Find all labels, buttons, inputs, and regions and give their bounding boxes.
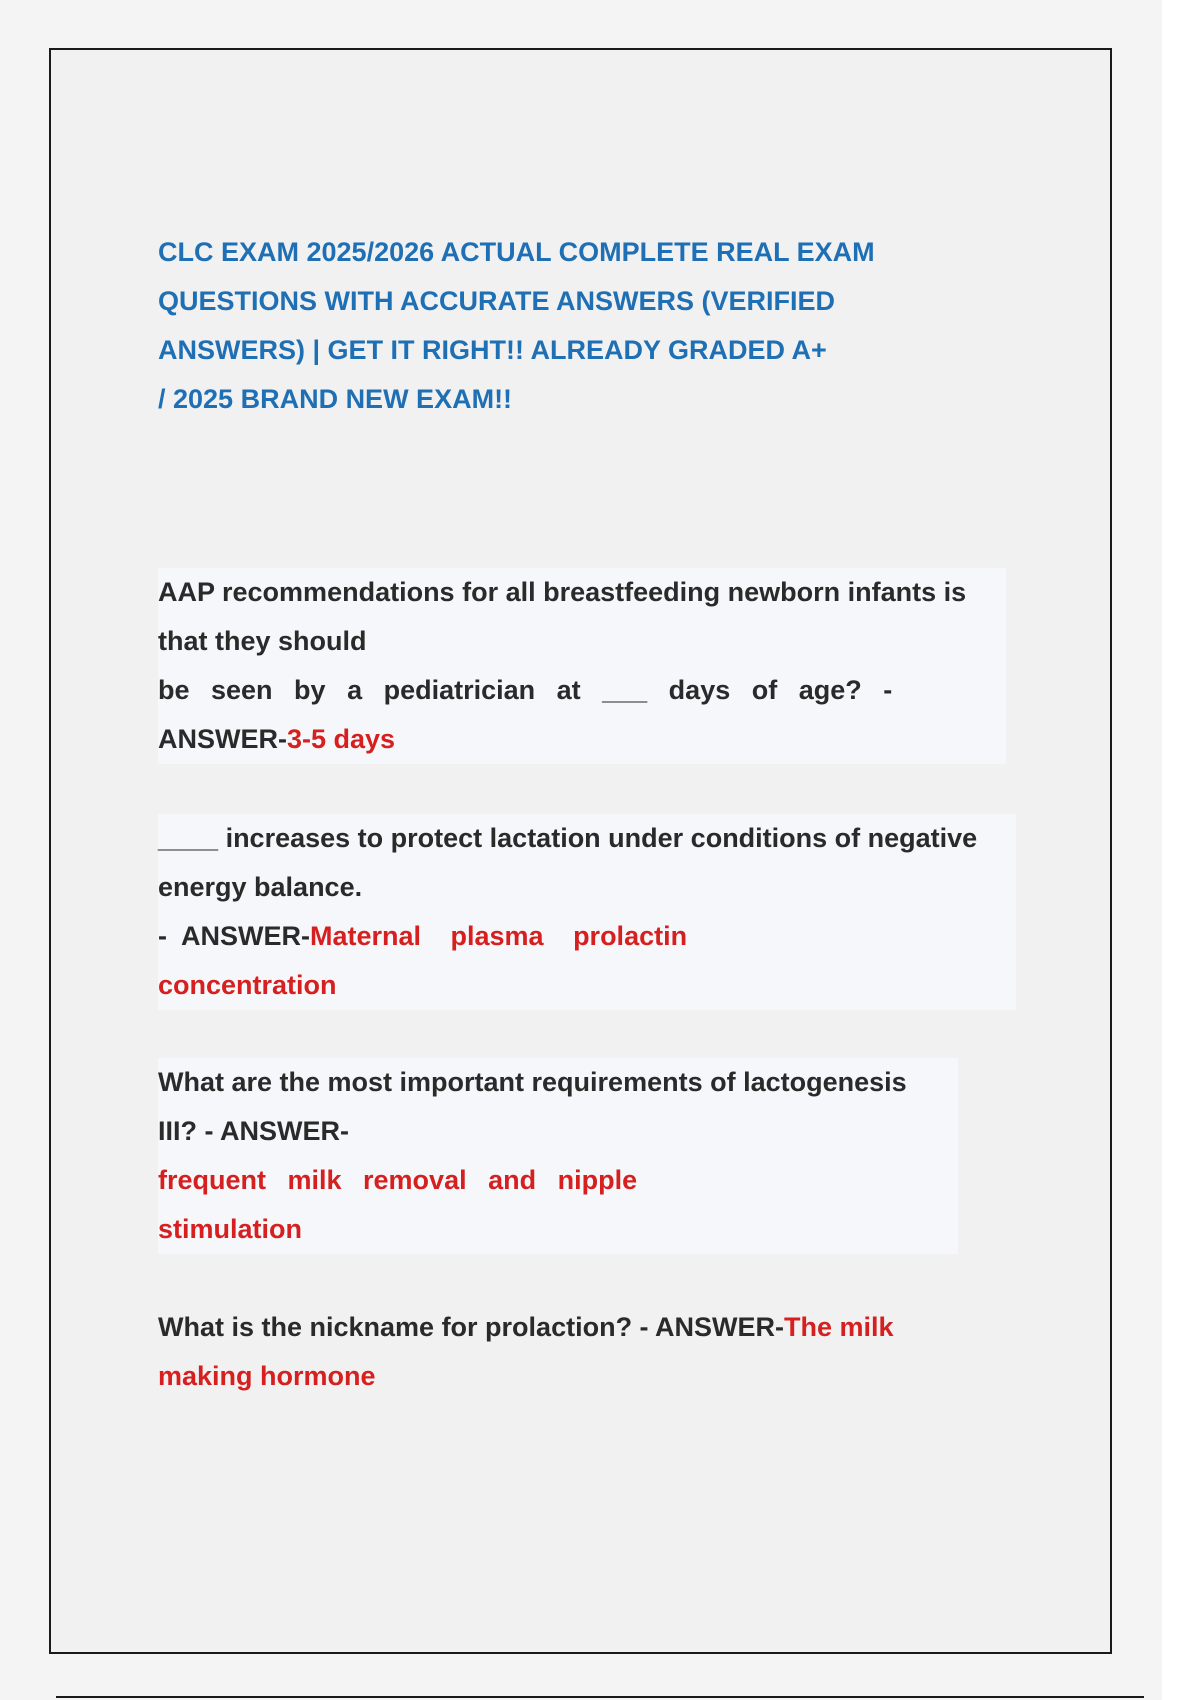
answer-label: ANSWER- [158,724,287,754]
question-text: be seen by a pediatrician at ___ days of age? - [158,675,893,705]
page-margin [1162,0,1200,1700]
title-line: CLC EXAM 2025/2026 ACTUAL COMPLETE REAL EXAM [158,237,875,267]
answer-label: - ANSWER- [158,921,310,951]
bottom-rule [56,1696,1144,1698]
answer-text: 3-5 days [287,724,396,754]
question-block-1 [158,568,1006,764]
answer-text: making hormone [158,1361,376,1391]
question-text: that they should [158,626,367,656]
question-text: What are the most important requirements of lactogenesis [158,1067,907,1097]
question-text: energy balance. [158,872,363,902]
title-line: ANSWERS) | GET IT RIGHT!! ALREADY GRADED A+ [158,335,827,365]
question-block-3 [158,1058,958,1254]
title-line: / 2025 BRAND NEW EXAM!! [158,384,513,414]
answer-text: Maternal plasma prolactin [309,921,688,951]
question-text: III? - ANSWER- [158,1116,349,1146]
question-text: AAP recommendations for all breastfeeding newborn infants is [158,577,967,607]
question-text: ____ increases to protect lactation under conditions of negative [158,823,978,853]
question-text: What is the nickname for prolaction? - ANSWER- [158,1312,785,1342]
answer-text: frequent milk removal and nipple [158,1165,638,1195]
answer-text: The milk [784,1312,894,1342]
title-line: QUESTIONS WITH ACCURATE ANSWERS (VERIFIED [158,286,836,316]
document-title [158,228,938,424]
document-content [158,228,1038,1391]
question-block-2 [158,814,1016,1010]
answer-text: concentration [158,970,337,1000]
answer-text: stimulation [158,1214,303,1244]
question-block-4 [158,1303,938,1401]
